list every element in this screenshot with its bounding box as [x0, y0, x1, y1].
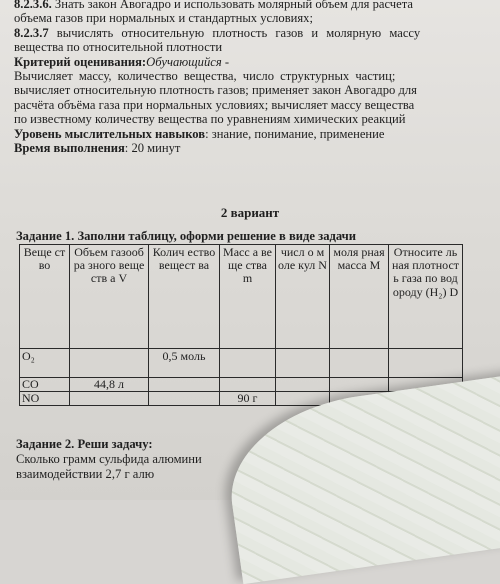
table-cell	[149, 392, 220, 406]
criteria-subject: Обучающийся -	[146, 54, 230, 69]
objective-line-4	[14, 40, 454, 54]
criteria-text-1: Вычисляет массу, количество вещества, число структурных частиц;	[14, 69, 396, 84]
thinking-level-value: : знание, понимание, применение	[205, 126, 385, 141]
task2-title: Задание 2. Реши задачу:	[16, 437, 153, 451]
table-cell: NO	[20, 392, 70, 406]
table-cell: CO	[20, 378, 70, 392]
objective-text-4: вещества по относительной плотности	[14, 40, 223, 55]
criteria-line-2	[14, 83, 454, 97]
table-header-row	[20, 245, 463, 349]
header-molar-mass: моля рная масса M	[330, 245, 389, 349]
variant-title: 2 вариант	[220, 205, 280, 220]
table-cell	[149, 378, 220, 392]
header-volume: Объем газообра зного веществ а V	[70, 245, 149, 349]
duration-value: : 20 минут	[124, 141, 181, 156]
objective-code-1: 8.2.3.6.	[14, 0, 52, 11]
criteria-text-4: по известному количеству вещества по уравнениям химических реакций	[14, 112, 406, 127]
table-cell	[220, 349, 276, 378]
table-cell	[330, 349, 389, 378]
table-cell	[389, 349, 463, 378]
criteria-line-4	[14, 112, 454, 126]
task2-line-2: взаимодействии 2,7 г алю	[16, 467, 155, 481]
header-molecules: числ о моле кул N	[276, 245, 330, 349]
thinking-level-label: Уровень мыслительных навыков	[14, 126, 206, 141]
objective-line-1	[14, 0, 454, 11]
data-table	[19, 244, 463, 406]
objective-text-2: объема газов при нормальных и стандартных условиях;	[14, 11, 313, 26]
objective-text-3: вычислять относительную плотность газов и молярную массу	[48, 25, 421, 40]
criteria-text-3: расчёта объёма газа при нормальных условиях; вычисляет массу вещества	[14, 97, 415, 112]
table-cell	[220, 378, 276, 392]
task2-line-1: Сколько грамм сульфида алюмини	[16, 452, 202, 466]
objective-code-3: 8.2.3.7	[14, 25, 49, 40]
table-cell: 0,5 моль	[149, 349, 220, 378]
criteria-text-2: вычисляет относительную плотность газов; применяет закон Авогадро для	[14, 83, 417, 98]
table-cell: 90 г	[220, 392, 276, 406]
duration-line	[14, 141, 454, 155]
table-cell	[276, 349, 330, 378]
header-amount: Колич ество вещест ва	[149, 245, 220, 349]
table-cell	[70, 349, 149, 378]
document-header	[14, 0, 454, 155]
thinking-level-line	[14, 127, 454, 141]
table-cell: 44,8 л	[70, 378, 149, 392]
task1-title: Задание 1. Заполни таблицу, оформи решение в виде задачи	[16, 229, 357, 243]
table-cell: O₂	[20, 349, 70, 378]
criteria-heading	[14, 55, 454, 69]
table-cell	[330, 378, 389, 392]
table-row	[20, 378, 463, 392]
objective-text-1: Знать закон Авогадро и использовать молярный объем для расчета	[51, 0, 413, 11]
duration-label: Время выполнения	[14, 141, 125, 156]
header-substance: Веще ство	[20, 245, 70, 349]
objective-line-3	[14, 26, 454, 40]
header-mass: Масс а веще ства m	[220, 245, 276, 349]
objective-line-2	[14, 11, 454, 25]
header-density: Относите льная плотност ь газа по водороду (H₂) D	[389, 245, 463, 349]
table-row	[20, 349, 463, 378]
criteria-line-1	[14, 69, 454, 83]
table-cell	[276, 378, 330, 392]
criteria-label: Критерий оценивания:	[14, 54, 147, 69]
criteria-line-3	[14, 98, 454, 112]
table-cell	[70, 392, 149, 406]
